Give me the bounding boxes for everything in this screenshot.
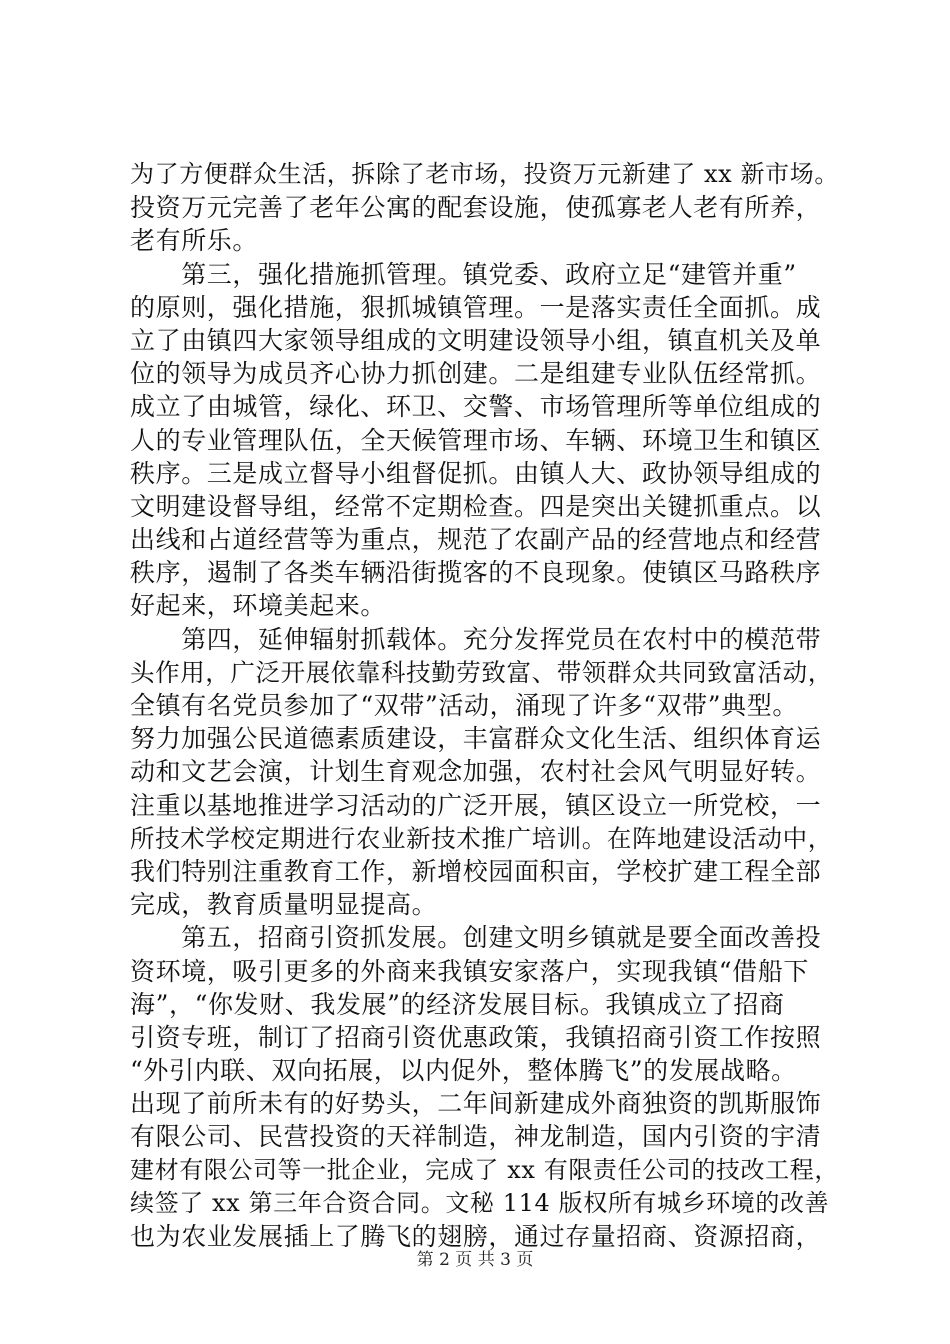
text-line: 第三，强化措施抓管理。镇党委、政府立足“建管并重” xyxy=(130,259,797,289)
text-line: 文明建设督导组，经常不定期检查。四是突出关键抓重点。以 xyxy=(130,491,822,521)
text-line: 投资万元完善了老年公寓的配套设施，使孤寡老人老有所养， xyxy=(130,193,822,223)
text-line: 也为农业发展插上了腾飞的翅膀，通过存量招商、资源招商， xyxy=(130,1222,822,1251)
text-line: 引资专班，制订了招商引资优惠政策，我镇招商引资工作按照 xyxy=(130,1022,822,1052)
text-line: 注重以基地推进学习活动的广泛开展，镇区设立一所党校，一 xyxy=(130,790,822,820)
text-line: 建材有限公司等一批企业，完成了 xx 有限责任公司的技改工程， xyxy=(130,1155,839,1184)
text-line: 立了由镇四大家领导组成的文明建设领导小组，镇直机关及单 xyxy=(130,325,822,355)
text-line: 第五，招商引资抓发展。创建文明乡镇就是要全面改善投 xyxy=(130,923,822,953)
text-line: “外引内联、双向拓展，以内促外，整体腾飞”的发展战略。 xyxy=(130,1056,797,1086)
text-line: 秩序。三是成立督导小组督促抓。由镇人大、政协领导组成的 xyxy=(130,458,822,488)
text-line: 努力加强公民道德素质建设，丰富群众文化生活、组织体育运 xyxy=(130,724,822,754)
text-line: 位的领导为成员齐心协力抓创建。二是组建专业队伍经常抓。 xyxy=(130,359,822,389)
text-line: 为了方便群众生活，拆除了老市场，投资万元新建了 xx 新市场。 xyxy=(130,160,839,188)
text-line: 动和文艺会演，计划生育观念加强，农村社会风气明显好转。 xyxy=(130,757,822,787)
page-footer: 第 2 页 共 3 页 xyxy=(416,1250,534,1270)
text-line: 老有所乐。 xyxy=(130,226,259,256)
text-line: 人的专业管理队伍，全天候管理市场、车辆、环境卫生和镇区 xyxy=(130,425,822,455)
text-line: 出线和占道经营等为重点，规范了农副产品的经营地点和经营 xyxy=(130,525,822,555)
text-line: 海”，“你发财、我发展”的经济发展目标。我镇成立了招商 xyxy=(130,989,785,1019)
text-line: 完成，教育质量明显提高。 xyxy=(130,890,438,920)
text-line: 出现了前所未有的好势头，二年间新建成外商独资的凯斯服饰 xyxy=(130,1089,822,1119)
text-line: 我们特别注重教育工作，新增校园面积亩，学校扩建工程全部 xyxy=(130,856,822,886)
text-line: 所技术学校定期进行农业新技术推广培训。在阵地建设活动中， xyxy=(130,823,833,853)
text-line: 有限公司、民营投资的天祥制造，神龙制造，国内引资的宇清 xyxy=(130,1122,822,1152)
body-text xyxy=(130,158,840,1253)
text-line: 的原则，强化措施，狠抓城镇管理。一是落实责任全面抓。成 xyxy=(130,292,822,322)
text-line: 资环境，吸引更多的外商来我镇安家落户，实现我镇“借船下 xyxy=(130,956,809,986)
text-line: 全镇有名党员参加了“双带”活动，涌现了许多“双带”典型。 xyxy=(130,691,798,720)
text-line: 好起来，环境美起来。 xyxy=(130,591,387,621)
text-line: 第四，延伸辐射抓载体。充分发挥党员在农村中的模范带 xyxy=(130,624,822,654)
text-line: 秩序，遏制了各类车辆沿街揽客的不良现象。使镇区马路秩序 xyxy=(130,558,822,588)
text-line: 续签了 xx 第三年合资合同。文秘 114 版权所有城乡环境的改善 xyxy=(130,1188,830,1217)
text-line: 成立了由城管，绿化、环卫、交警、市场管理所等单位组成的 xyxy=(130,392,822,422)
text-line: 头作用，广泛开展依靠科技勤劳致富、带领群众共同致富活动， xyxy=(130,657,833,687)
